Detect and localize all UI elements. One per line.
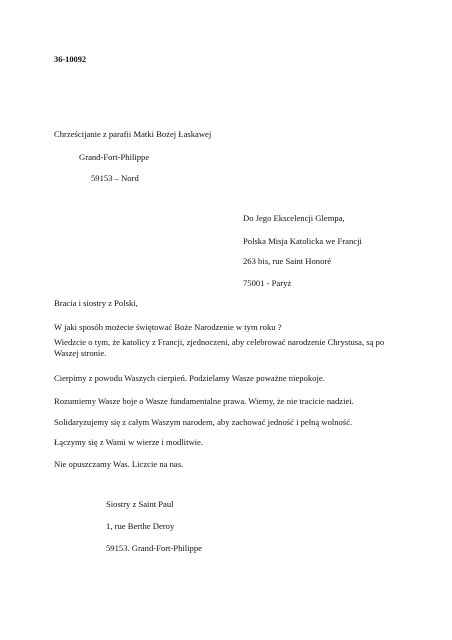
salutation: Bracia i siostry z Polski,: [54, 298, 138, 308]
paragraph-6: Łączymy się z Wami w wierze i modlitwie.: [54, 437, 204, 447]
sender-line-2: Grand-Fort-Philippe: [79, 152, 150, 162]
paragraph-7: Nie opuszczamy Was. Liczcie na nas.: [54, 459, 184, 469]
reference-number: 36-10092: [54, 55, 87, 64]
sender-line-3: 59153 – Nord: [91, 173, 139, 183]
recipient-line-3: 263 bis, rue Saint Honoré: [243, 256, 332, 266]
signature-line-1: Siostry z Saint Paul: [106, 499, 174, 509]
recipient-line-2: Polska Misja Katolicka we Francji: [243, 236, 362, 246]
paragraph-1: W jaki sposób możecie świętować Boże Narodzenie w tym roku ?: [54, 322, 282, 332]
paragraph-4: Rozumiemy Wasze boje o Wasze fundamentalne prawa. Wiemy, że nie tracicie nadziei.: [54, 396, 354, 406]
paragraph-3: Cierpimy z powodu Waszych cierpień. Podzielamy Wasze poważne niepokoje.: [54, 373, 325, 383]
sender-line-1: Chrześcijanie z parafii Matki Bożej Łaskawej: [54, 129, 212, 139]
signature-line-3: 59153. Grand-Fort-Philippe: [106, 543, 202, 553]
recipient-line-4: 75001 - Paryż: [243, 278, 292, 288]
signature-line-2: 1, rue Berthe Deroy: [106, 521, 175, 531]
paragraph-5: Solidaryzujemy się z całym Waszym narodem, aby zachować jedność i pełną wolność.: [54, 417, 353, 427]
recipient-line-1: Do Jego Ekscelencji Glempa,: [243, 213, 345, 223]
paragraph-2: Wiedzcie o tym, że katolicy z Francji, zjednoczeni, aby celebrować narodzenie Chrystusa, są po Waszej stronie.: [54, 337, 385, 358]
